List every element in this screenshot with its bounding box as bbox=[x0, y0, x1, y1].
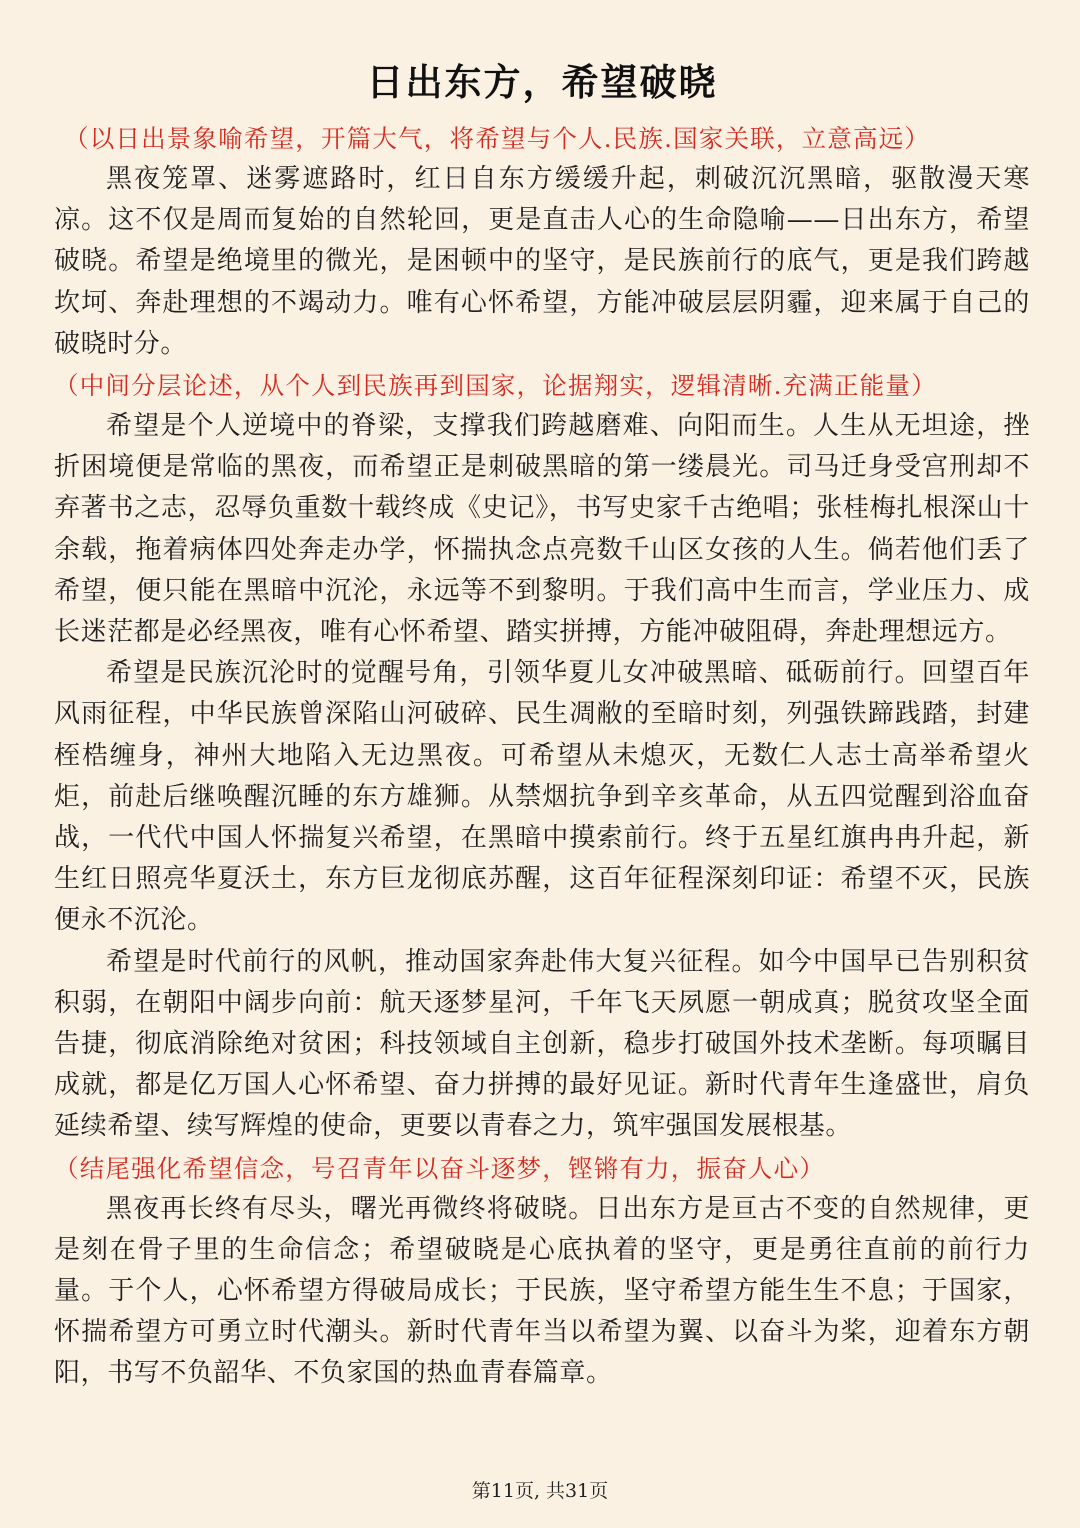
page-title: 日出东方，希望破晓 bbox=[366, 61, 718, 104]
paragraph-intro: 黑夜笼罩、迷雾遮路时，红日自东方缓缓升起，刺破沉沉黑暗，驱散漫天寒凉。这不仅是周而复始的自然轮回，更是直击人心的生命隐喻——日出东方，希望破晓。希望是绝境里的微光，是困顿中的坚守，是民族前行的底气，更是我们跨越坎坷、奔赴理想的不竭动力。唯有心怀希望，方能冲破层层阴霾，迎来属于自己的破晓时分。 bbox=[54, 164, 1030, 359]
annotation-intro: （以日出景象喻希望，开篇大气，将希望与个人.民族.国家关联，立意高远） bbox=[64, 124, 931, 153]
annotation-middle: （中间分层论述，从个人到民族再到国家，论据翔实，逻辑清晰.充满正能量） bbox=[54, 371, 937, 401]
paragraph-nation: 希望是民族沉沦时的觉醒号角，引领华夏儿女冲破黑暗、砥砺前行。回望百年风雨征程，中华民族曾深陷山河破碎、民生凋敝的至暗时刻，列强铁蹄践踏，封建桎梏缠身，神州大地陷入无边黑夜。可希望从未熄灭，无数仁人志士高举希望火炬，前赴后继唤醒沉睡的东方雄狮。从禁烟抗争到辛亥革命，从五四觉醒到浴血奋战，一代代中国人怀揣复兴希望，在黑暗中摸索前行。终于五星红旗冉冉升起，新生红日照亮华夏沃土，东方巨龙彻底苏醒，这百年征程深刻印证：希望不灭，民族便永不沉沦。 bbox=[54, 658, 1030, 936]
page-number: 第11页, 共31页 bbox=[471, 1480, 609, 1502]
paragraph-era: 希望是时代前行的风帆，推动国家奔赴伟大复兴征程。如今中国早已告别积贫积弱，在朝阳中阔步向前：航天逐梦星河，千年飞天夙愿一朝成真；脱贫攻坚全面告捷，彻底消除绝对贫困；科技领域自主创新，稳步打破国外技术垄断。每项瞩目成就，都是亿万国人心怀希望、奋力拼搏的最好见证。新时代青年生逢盛世，肩负延续希望、续写辉煌的使命，更要以青春之力，筑牢强国发展根基。 bbox=[54, 946, 1030, 1142]
annotation-ending: （结尾强化希望信念，号召青年以奋斗逐梦，铿锵有力，振奋人心） bbox=[54, 1153, 825, 1183]
paragraph-individual: 希望是个人逆境中的脊梁，支撑我们跨越磨难、向阳而生。人生从无坦途，挫折困境便是常临的黑夜，而希望正是刺破黑暗的第一缕晨光。司马迁身受宫刑却不弃著书之志，忍辱负重数十载终成《史记》，书写史家千古绝唱；张桂梅扎根深山十余载，拖着病体四处奔走办学，怀揣执念点亮数千山区女孩的人生。倘若他们丢了希望，便只能在黑暗中沉沦，永远等不到黎明。于我们高中生而言，学业压力、成长迷茫都是必经黑夜，唯有心怀希望、踏实拼搏，方能冲破阻碍，奔赴理想远方。 bbox=[54, 411, 1030, 648]
paragraph-conclusion: 黑夜再长终有尽头，曙光再微终将破晓。日出东方是亘古不变的自然规律，更是刻在骨子里的生命信念；希望破晓是心底执着的坚守，更是勇往直前的前行力量。于个人，心怀希望方得破局成长；于民族，坚守希望方能生生不息；于国家，怀揣希望方可勇立时代潮头。新时代青年当以希望为翼、以奋斗为桨，迎着东方朝阳，书写不负韶华、不负家国的热血青春篇章。 bbox=[54, 1193, 1030, 1389]
